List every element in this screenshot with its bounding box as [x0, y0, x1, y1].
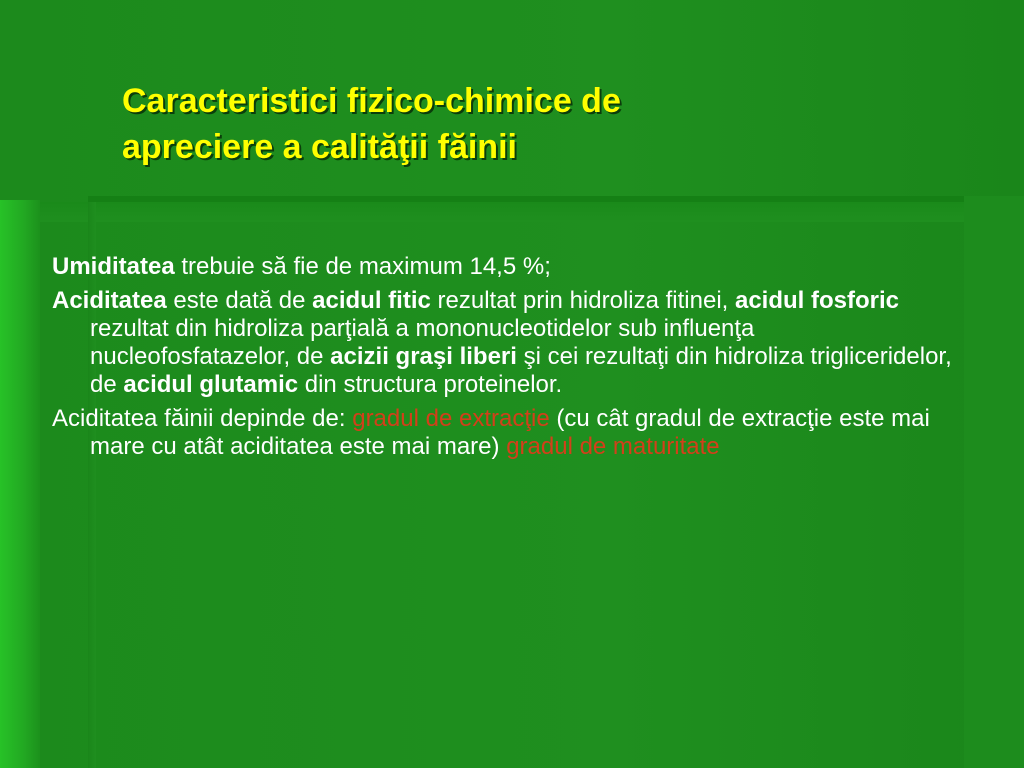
term-umiditatea: Umiditatea [52, 253, 175, 280]
paragraph-umiditatea [52, 253, 952, 281]
text-segment: şi cei rezultaţi din hidroliza trigliceridelor, de [90, 343, 952, 398]
text-segment: rezultat prin hidroliza fitinei, [430, 287, 735, 314]
term-acizii-grasi-liberi: acizii graşi liberi [330, 343, 517, 370]
highlight-gradul-de-extractie: gradul de extracţie [352, 405, 550, 432]
paragraph-aciditatea [52, 287, 952, 399]
text-segment: Aciditatea făinii depinde de: [52, 405, 353, 432]
slide-body [52, 253, 952, 467]
term-aciditatea: Aciditatea [52, 287, 167, 314]
decorative-top-line [88, 196, 964, 202]
text-umiditatea: trebuie să fie de maximum 14,5 %; [174, 253, 551, 280]
title-line-2: apreciere a calităţii făinii [122, 128, 517, 166]
term-acidul-fosforic: acidul fosforic [734, 287, 900, 314]
highlight-gradul-de-maturitate: gradul de maturitate [506, 433, 720, 460]
term-acidul-fitic: acidul fitic [312, 287, 431, 314]
title-line-1: Caracteristici fizico-chimice de [122, 82, 621, 120]
text-segment: este dată de [166, 287, 313, 314]
slide-title [122, 78, 942, 170]
paragraph-aciditatea-fainii [52, 405, 952, 461]
text-segment: (cu cât gradul de extracţie este mai mare cu atât aciditatea este mai mare) [90, 405, 930, 460]
text-segment: din structura proteinelor. [298, 371, 563, 398]
decorative-left-band [0, 200, 40, 768]
text-segment: rezultat din hidroliza parţială a mononucleotidelor sub influenţa nucleofosfatazelor, de [90, 315, 755, 370]
decorative-right-band [964, 196, 1024, 768]
decorative-top-shade [40, 202, 1024, 222]
term-acidul-glutamic: acidul glutamic [123, 371, 299, 398]
